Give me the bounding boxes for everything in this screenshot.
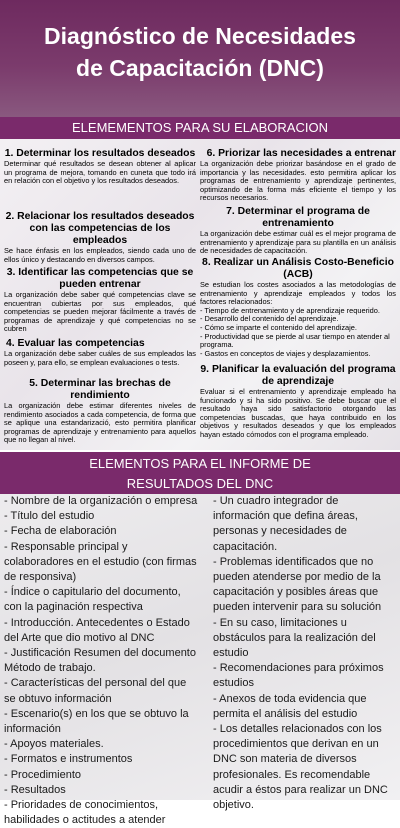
- step-2-text: Se hace énfasis en los empleados, siendo cada uno de ellos único y destacando en diversos campos.: [4, 246, 196, 264]
- title-line-2: de Capacitación (DNC): [76, 55, 324, 81]
- list-item: - Prioridades de conocimientos, habilidades o actitudes a atender: [4, 799, 166, 827]
- list-item: - Anexos de toda evidencia que permita el análisis del estudio: [213, 692, 367, 720]
- list-item: - Problemas identificados que no pueden atenderse por medio de la capacitación y posibles áreas que pueden intervenir para su solución: [213, 555, 382, 614]
- list-item: - Escenario(s) en los que se obtuvo la información: [4, 707, 189, 736]
- step-7-text: La organización debe estimar cuál es el mejor programa de entrenamiento y aprendizaje para su plantilla en un análisis de necesidades de capacitación.: [200, 229, 396, 256]
- step-8-bullet: - Gastos en conceptos de viajes y desplazamientos.: [200, 348, 371, 358]
- list-item: - Procedimiento: [4, 768, 82, 781]
- list-item: - Un cuadro integrador de información que defina áreas, personas y necesidades de capacitación.: [213, 495, 358, 553]
- list-item: - Fecha de elaboración: [4, 525, 117, 538]
- step-3-heading: 3. Identificar las competencias que se pueden entrenar: [6, 267, 194, 290]
- step-6-text: La organización debe priorizar basándose en el grado de importancia y las necesidades. esto permitira aplicar los programas de entrenamiento y aprendizaje pertinentes, optimizando de la forma más eficiente el tiempo y los recursos necesarios.: [200, 159, 396, 203]
- report-right-list: [213, 494, 397, 813]
- report-left-list: [4, 494, 198, 828]
- step-2: [4, 211, 196, 264]
- step-5-heading: 5. Determinar las brechas de rendimiento: [29, 378, 171, 401]
- list-item: - Características del personal del que se obtuvo información: [4, 677, 187, 705]
- step-9: [200, 364, 396, 440]
- list-item: - Recomendaciones para próximos estudios: [213, 662, 384, 690]
- step-7-heading: 7. Determinar el programa de entrenamiento: [226, 206, 370, 229]
- list-item: - Formatos e instrumentos: [4, 753, 133, 766]
- step-1-text: Determinar qué resultados se desean obtener al aplicar un programa de mejora, tomando en cuneta que todo irá en relación con el objetivo y los resultados deseados.: [4, 159, 196, 186]
- step-8-heading: 8. Realizar un Análisis Costo-Beneficio (ACB): [202, 257, 394, 280]
- list-item: - Resultados: [4, 783, 66, 796]
- section2-banner: [0, 452, 400, 494]
- step-8: [200, 257, 396, 358]
- list-item: - Justificación Resumen del documento Método de trabajo.: [4, 647, 196, 675]
- section2-banner-line-1: ELEMENTOS PARA EL INFORME DE: [89, 456, 311, 471]
- step-2-heading: 2. Relacionar los resultados deseados con las competencias de los empleados: [5, 211, 195, 246]
- section2-banner-line-2: RESULTADOS DEL DNC: [126, 476, 274, 491]
- list-item: - Apoyos materiales.: [4, 738, 104, 751]
- page-title: [0, 20, 400, 84]
- step-9-text: Evaluar si el entrenamiento y aprendizaje empleado ha funcionado y si ha sido positivo. Se debe buscar que el resultado haya sido satisfactorio otorgando las competencias buscadas, que haya contribuido en los objetivos y resultados deseados y que los empleados hayan estado cómodos con el programa empleado.: [200, 387, 396, 439]
- step-8-bullet: - Desarrollo del contenido del aprendizaje.: [200, 314, 339, 324]
- step-8-bullet: - Productividad que se pierde al usar tiempo en atender al programa.: [200, 331, 390, 350]
- section1-banner: ELEMEMENTOS PARA SU ELABORACION: [0, 117, 400, 139]
- list-item: - Nombre de la organización o empresa: [4, 495, 198, 507]
- step-1: [4, 148, 196, 186]
- step-6: [200, 148, 396, 203]
- step-4-text: La organización debe saber cuáles de sus empleados las poseen y, para ello, se emplean evaluaciones o tests.: [4, 349, 196, 367]
- step-1-heading: 1. Determinar los resultados deseados: [4, 148, 196, 159]
- step-4: [4, 338, 196, 367]
- step-7: [200, 206, 396, 256]
- title-line-1: Diagnóstico de Necesidades: [44, 23, 356, 49]
- list-item: - Los detalles relacionados con los procedimientos que derivan en un DNC son materia de diversos profesionales. Es recomendable acudir a éstos para realizar un DNC objetivo.: [213, 723, 388, 812]
- list-item: - En su caso, limitaciones u obstáculos para la realización del estudio: [213, 616, 376, 660]
- list-item: - Introducción. Antecedentes o Estado del Arte que dio motivo al DNC: [4, 616, 190, 644]
- step-3: [4, 267, 196, 334]
- list-item: - Responsable principal y colaboradores en el estudio (con firmas de responsiva): [4, 540, 197, 584]
- step-9-heading: 9. Planificar la evaluación del programa de aprendizaje: [200, 364, 396, 387]
- step-8-text: Se estudian los costes asociados a las metodologías de entrenamiento y aprendizaje empleados y todos los factores relacionados:: [200, 280, 396, 307]
- step-8-bullet: - Tiempo de entrenamiento y de aprendizaje requerido.: [200, 305, 380, 315]
- list-item: - Título del estudio: [4, 510, 95, 523]
- step-6-heading: 6. Priorizar las necesidades a entrenar: [206, 148, 396, 159]
- step-5-text: La organización debe estimar diferentes niveles de rendimiento asociados a cada competencia, de forma que se aplique una estandarizació, esto permitira planificar programas de aprendizaje y entrenamiento para aquellos que no llegan al nivel.: [4, 401, 196, 445]
- step-8-bullet: - Cómo se imparte el contenido del aprendizaje.: [200, 322, 357, 332]
- list-item: - Índice o capitulario del documento, con la paginación respectiva: [4, 586, 181, 614]
- step-4-heading: 4. Evaluar las competencias: [6, 338, 145, 349]
- step-5: [4, 378, 196, 445]
- step-3-text: La organización debe saber qué competencias clave se encuentran cubiertas por sus empleados, qué competencias se pueden mejorar fácilmente a través de programas de aprendizaje y qué competencias no se cubren: [4, 290, 196, 334]
